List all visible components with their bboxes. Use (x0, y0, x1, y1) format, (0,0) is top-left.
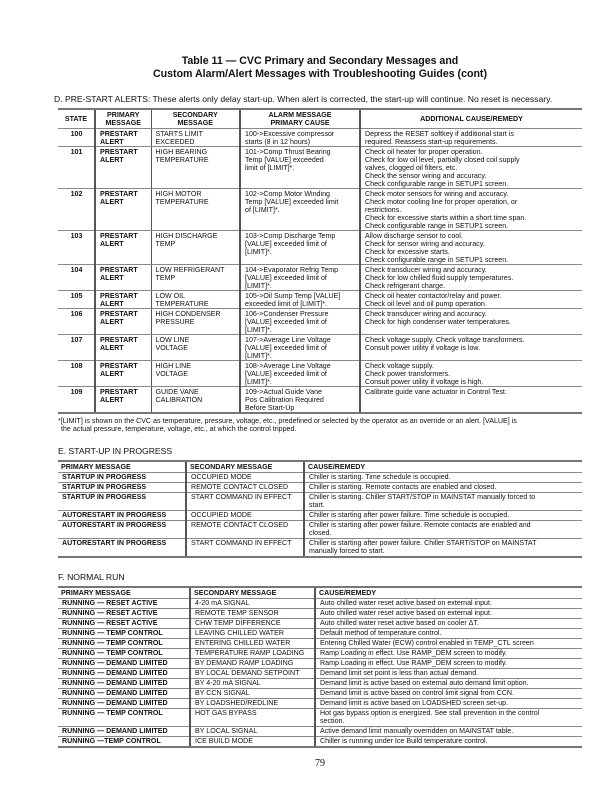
table-cell: BY 4-20 mA SIGNAL (190, 678, 315, 688)
table-cell: Auto chilled water reset active based on cooler ΔT. (315, 618, 582, 628)
table-title-line-2: Custom Alarm/Alert Messages with Troubleshooting Guides (cont) (153, 67, 487, 80)
table-cell: Chiller is running under Ice Build temperature control. (315, 736, 582, 747)
table-row (58, 309, 582, 335)
table-cell: REMOTE CONTACT CLOSED (186, 482, 304, 492)
column-header: STATE (58, 109, 95, 129)
table-cell: 102 (58, 189, 95, 231)
table-row (58, 538, 582, 557)
table-cell: 103 (58, 231, 95, 265)
table-cell: BY LOCAL SIGNAL (190, 726, 315, 736)
table-cell: Check motor sensors for wiring and accuracy. Check motor cooling line for proper operation, or restrictions. Check for excessive starts within a short time span. Check configurable range in SETUP1 screen. (360, 189, 582, 231)
table-cell: Auto chilled water reset active based on external input. (315, 608, 582, 618)
table-row (58, 638, 582, 648)
table-row (58, 658, 582, 668)
table-cell: Chiller is starting. Time schedule is occupied. (304, 472, 582, 482)
table-cell: AUTORESTART IN PROGRESS (58, 520, 186, 538)
table-cell: BY LOCAL DEMAND SETPOINT (190, 668, 315, 678)
table-cell: HIGH MOTOR TEMPERATURE (151, 189, 240, 231)
table-row (58, 628, 582, 638)
table-cell: RUNNING — DEMAND LIMITED (58, 668, 190, 678)
startup-in-progress-table (58, 460, 582, 558)
table-cell: HIGH LINE VOLTAGE (151, 361, 240, 387)
table-cell: PRESTART ALERT (95, 231, 151, 265)
table-cell: Hot gas bypass option is energized. See stall prevention in the control section. (315, 708, 582, 726)
table-cell: 106->Condenser Pressure [VALUE] exceeded limit of [LIMIT]*. (240, 309, 360, 335)
table-row (58, 265, 582, 291)
table-cell: RUNNING — DEMAND LIMITED (58, 678, 190, 688)
table-row (58, 698, 582, 708)
table-cell: STARTUP IN PROGRESS (58, 472, 186, 482)
table-cell: 100 (58, 129, 95, 147)
table-row (58, 520, 582, 538)
table-row (58, 618, 582, 628)
table-cell: Demand limit set point is less than actual demand. (315, 668, 582, 678)
section-f-heading: F. NORMAL RUN (58, 571, 125, 582)
table-cell: 106 (58, 309, 95, 335)
table-row (58, 608, 582, 618)
table-row (58, 678, 582, 688)
table-cell: 109->Actual Guide Vane Pos Calibration Required Before Start-Up (240, 387, 360, 414)
table-cell: Chiller is starting after power failure. Chiller START/STOP on MAINSTAT manually forced to start. (304, 538, 582, 557)
table-cell: HIGH CONDENSER PRESSURE (151, 309, 240, 335)
table-cell: PRESTART ALERT (95, 265, 151, 291)
table-row (58, 492, 582, 510)
table-cell: Active demand limit manually overridden on MAINSTAT table. (315, 726, 582, 736)
table-cell: TEMPERATURE RAMP LOADING (190, 648, 315, 658)
table-cell: STARTS LIMIT EXCEEDED (151, 129, 240, 147)
table-cell: START COMMAND IN EFFECT (186, 492, 304, 510)
table-cell: RUNNING — RESET ACTIVE (58, 618, 190, 628)
table-cell: RUNNING — RESET ACTIVE (58, 598, 190, 608)
table-cell: RUNNING — DEMAND LIMITED (58, 726, 190, 736)
table-cell: 108 (58, 361, 95, 387)
table-cell: BY DEMAND RAMP LOADING (190, 658, 315, 668)
table-cell: Check transducer wiring and accuracy. Check for high condenser water temperatures. (360, 309, 582, 335)
table-cell: 105->Oil Sump Temp [VALUE] exceeded limit of [LIMIT]*. (240, 291, 360, 309)
table-cell: Ramp Loading in effect. Use RAMP_DEM screen to modify. (315, 658, 582, 668)
section-spacer (58, 558, 582, 572)
section-e-heading: E. START-UP IN PROGRESS (58, 445, 173, 456)
column-header: SECONDARY MESSAGE (151, 109, 240, 129)
page-number: 79 (315, 757, 325, 769)
table-cell: RUNNING — TEMP CONTROL (58, 638, 190, 648)
table-cell: RUNNING — TEMP CONTROL (58, 648, 190, 658)
table-row (58, 361, 582, 387)
table-cell: Check oil heater contactor/relay and power. Check oil level and oil pump operation. (360, 291, 582, 309)
table-cell: HIGH DISCHARGE TEMP (151, 231, 240, 265)
table-cell: 107->Average Line Voltage [VALUE] exceeded limit of [LIMIT]*. (240, 335, 360, 361)
table-cell: RUNNING — RESET ACTIVE (58, 608, 190, 618)
table-cell: 109 (58, 387, 95, 414)
table-cell: 103->Comp Discharge Temp [VALUE] exceeded limit of [LIMIT]*. (240, 231, 360, 265)
table-row (58, 291, 582, 309)
table-cell: HOT GAS BYPASS (190, 708, 315, 726)
table-cell: ICE BUILD MODE (190, 736, 315, 747)
table-cell: 101 (58, 147, 95, 189)
table-row (58, 708, 582, 726)
table-cell: Default method of temperature control. (315, 628, 582, 638)
table-cell: 102->Comp Motor Winding Temp [VALUE] exceeded limit of [LIMIT]*. (240, 189, 360, 231)
table-cell: START COMMAND IN EFFECT (186, 538, 304, 557)
table-cell: BY LOADSHED/REDLINE (190, 698, 315, 708)
table-header-row (58, 587, 582, 599)
column-header: ADDITIONAL CAUSE/REMEDY (360, 109, 582, 129)
column-header: CAUSE/REMEDY (304, 461, 582, 473)
table-cell: Auto chilled water reset active based on external input. (315, 598, 582, 608)
table-cell: PRESTART ALERT (95, 335, 151, 361)
table-cell: 4-20 mA SIGNAL (190, 598, 315, 608)
column-header: SECONDARY MESSAGE (186, 461, 304, 473)
table-cell: GUIDE VANE CALIBRATION (151, 387, 240, 414)
column-header: PRIMARY MESSAGE (95, 109, 151, 129)
table-cell: RUNNING — TEMP CONTROL (58, 628, 190, 638)
table-cell: REMOTE TEMP SENSOR (190, 608, 315, 618)
table-cell: OCCUPIED MODE (186, 472, 304, 482)
table-row (58, 648, 582, 658)
table-cell: RUNNING —TEMP CONTROL (58, 736, 190, 747)
table-cell: BY CCN SIGNAL (190, 688, 315, 698)
table-cell: Check transducer wiring and accuracy. Check for low chilled fluid supply temperatures. Check refrigerant charge. (360, 265, 582, 291)
table-cell: PRESTART ALERT (95, 309, 151, 335)
table-cell: Chiller is starting. Chiller START/STOP in MAINSTAT manually forced to start. (304, 492, 582, 510)
table-cell: Demand limit is active based on external auto demand limit option. (315, 678, 582, 688)
table-cell: LOW LINE VOLTAGE (151, 335, 240, 361)
column-header: PRIMARY MESSAGE (58, 587, 190, 599)
table-row (58, 598, 582, 608)
table-cell: 100->Excessive compressor starts (8 in 12 hours) (240, 129, 360, 147)
table-cell: 104->Evaporator Refrig Temp [VALUE] exceeded limit of [LIMIT]*. (240, 265, 360, 291)
table-cell: AUTORESTART IN PROGRESS (58, 510, 186, 520)
footnote (58, 417, 582, 434)
table-cell: Demand limit is active based on control limit signal from CCN. (315, 688, 582, 698)
table-cell: Entering Chilled Water (ECW) control enabled in TEMP_CTL screen (315, 638, 582, 648)
table-header-row (58, 109, 582, 129)
table-cell: RUNNING — TEMP CONTROL (58, 708, 190, 726)
section-d-heading: D. PRE-START ALERTS: These alerts only delay start-up. When alert is corrected, the start-up will continue. No reset is necessary. (54, 94, 553, 104)
table-row (58, 147, 582, 189)
table-row (58, 482, 582, 492)
table-cell: RUNNING — DEMAND LIMITED (58, 658, 190, 668)
column-header: PRIMARY MESSAGE (58, 461, 186, 473)
table-cell: Allow discharge sensor to cool. Check for sensor wiring and accuracy. Check for excessive starts. Check configurable range in SETUP1 screen. (360, 231, 582, 265)
table-cell: PRESTART ALERT (95, 361, 151, 387)
prestart-alerts-table (58, 108, 582, 414)
table-cell: 104 (58, 265, 95, 291)
table-row (58, 129, 582, 147)
table-cell: Demand limit is active based on LOADSHED screen set-up. (315, 698, 582, 708)
column-header: CAUSE/REMEDY (315, 587, 582, 599)
table-row (58, 472, 582, 482)
column-header: ALARM MESSAGE PRIMARY CAUSE (240, 109, 360, 129)
column-header: SECONDARY MESSAGE (190, 587, 315, 599)
table-cell: Chiller is starting after power failure. Remote contacts are enabled and closed. (304, 520, 582, 538)
table-row (58, 189, 582, 231)
table-cell: Depress the RESET softkey if additional start is required. Reassess start-up requirements. (360, 129, 582, 147)
table-cell: ENTERING CHILLED WATER (190, 638, 315, 648)
table-cell: AUTORESTART IN PROGRESS (58, 538, 186, 557)
table-cell: 108->Average Line Voltage [VALUE] exceeded limit of [LIMIT]*. (240, 361, 360, 387)
table-cell: STARTUP IN PROGRESS (58, 492, 186, 510)
table-cell: Calibrate guide vane actuator in Control Test. (360, 387, 582, 414)
table-cell: Check voltage supply. Check voltage transformers. Consult power utility if voltage is low. (360, 335, 582, 361)
table-cell: REMOTE CONTACT CLOSED (186, 520, 304, 538)
table-title (58, 55, 582, 80)
table-row (58, 688, 582, 698)
table-cell: STARTUP IN PROGRESS (58, 482, 186, 492)
table-cell: HIGH BEARING TEMPERATURE (151, 147, 240, 189)
table-row (58, 736, 582, 747)
footnote-line-1: *[LIMIT] is shown on the CVC as temperature, pressure, voltage, etc., predefined or selected by the operator as an override or an alert. [VALUE] is (58, 417, 517, 425)
table-cell: PRESTART ALERT (95, 147, 151, 189)
table-row (58, 668, 582, 678)
table-cell: PRESTART ALERT (95, 189, 151, 231)
table-cell: Ramp Loading in effect. Use RAMP_DEM screen to modify. (315, 648, 582, 658)
table-cell: 107 (58, 335, 95, 361)
table-cell: Chiller is starting after power failure. Time schedule is occupied. (304, 510, 582, 520)
table-cell: PRESTART ALERT (95, 129, 151, 147)
table-cell: OCCUPIED MODE (186, 510, 304, 520)
table-cell: RUNNING — DEMAND LIMITED (58, 698, 190, 708)
normal-run-table (58, 586, 582, 748)
table-cell: CHW TEMP DIFFERENCE (190, 618, 315, 628)
table-cell: 105 (58, 291, 95, 309)
table-cell: Check voltage supply. Check power transformers. Consult power utility if voltage is high. (360, 361, 582, 387)
table-cell: LOW OIL TEMPERATURE (151, 291, 240, 309)
table-cell: 101->Comp Thrust Bearing Temp [VALUE] exceeded limit of [LIMIT]*. (240, 147, 360, 189)
table-cell: LOW REFRIGERANT TEMP (151, 265, 240, 291)
table-header-row (58, 461, 582, 473)
table-cell: PRESTART ALERT (95, 387, 151, 414)
table-cell: RUNNING — DEMAND LIMITED (58, 688, 190, 698)
table-row (58, 335, 582, 361)
table-cell: Check oil heater for proper operation. Check for low oil level, partially closed coil supply valves, clogged oil filters, etc. Check the sensor wiring and accuracy. Check configurable range in SETUP1 screen. (360, 147, 582, 189)
table-row (58, 231, 582, 265)
table-row (58, 726, 582, 736)
table-title-line-1: Table 11 — CVC Primary and Secondary Messages and (181, 55, 459, 67)
table-cell: PRESTART ALERT (95, 291, 151, 309)
table-cell: LEAVING CHILLED WATER (190, 628, 315, 638)
footnote-line-2: the actual pressure, temperature, voltage, etc., at which the control tripped. (61, 425, 297, 434)
table-row (58, 510, 582, 520)
table-cell: Chiller is starting. Remote contacts are enabled and closed. (304, 482, 582, 492)
table-row (58, 387, 582, 414)
